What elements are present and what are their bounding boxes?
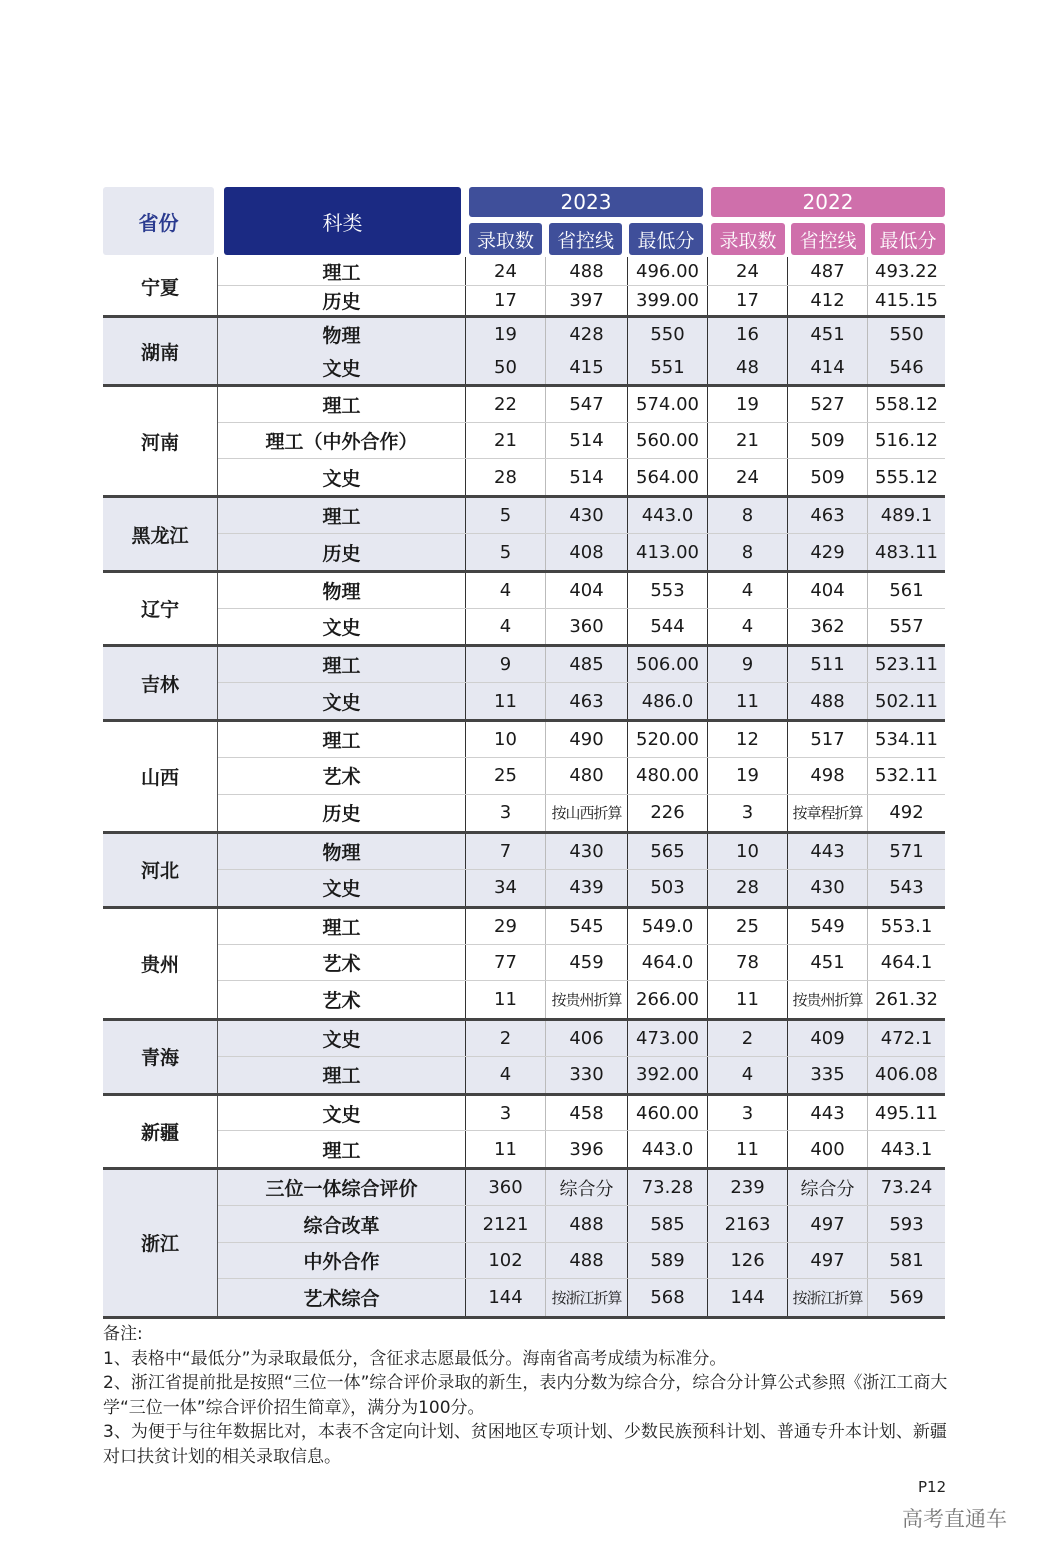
control-line-2023-cell: 397 bbox=[546, 286, 628, 315]
province-group bbox=[103, 722, 945, 834]
admitted-2022-cell: 16 bbox=[708, 318, 788, 351]
admitted-2023-cell: 29 bbox=[466, 909, 546, 944]
province-name: 贵州 bbox=[103, 909, 218, 1018]
table-row bbox=[218, 387, 945, 423]
admitted-2022-cell: 3 bbox=[708, 1096, 788, 1131]
control-line-2023-cell: 459 bbox=[546, 945, 628, 980]
control-line-2022-cell: 362 bbox=[788, 609, 868, 645]
category-cell: 理工 bbox=[218, 257, 466, 285]
min-score-2023-cell: 503 bbox=[628, 870, 708, 906]
control-line-2022-cell: 451 bbox=[788, 318, 868, 351]
province-group bbox=[103, 1170, 945, 1319]
admitted-2023-cell: 2 bbox=[466, 1021, 546, 1056]
table-row bbox=[218, 459, 945, 495]
admitted-2022-cell: 8 bbox=[708, 498, 788, 533]
control-line-2022-cell: 443 bbox=[788, 834, 868, 869]
notes bbox=[103, 1322, 948, 1469]
note-2: 2、浙江省提前批是按照“三位一体”综合评价录取的新生，表内分数为综合分，综合分计算公式参照《浙江工商大学“三位一体”综合评价招生简章》，满分为100分。 bbox=[103, 1373, 948, 1418]
control-line-2022-cell: 511 bbox=[788, 647, 868, 682]
control-line-2023-cell: 408 bbox=[546, 534, 628, 570]
table-row bbox=[218, 534, 945, 570]
control-line-2022-cell: 按章程折算 bbox=[788, 795, 868, 831]
admitted-2023-cell: 11 bbox=[466, 1131, 546, 1167]
admitted-2022-cell: 144 bbox=[708, 1279, 788, 1316]
category-cell: 文史 bbox=[218, 870, 466, 906]
min-score-2022-cell: 557 bbox=[889, 615, 924, 637]
min-score-2022-cell: 261.32 bbox=[875, 989, 938, 1011]
min-score-2023-cell: 392.00 bbox=[628, 1057, 708, 1093]
control-line-2023-cell: 458 bbox=[546, 1096, 628, 1131]
min-score-2022-cell: 415.15 bbox=[875, 290, 938, 311]
admitted-2023-cell: 17 bbox=[466, 286, 546, 315]
min-score-2022-cell: 532.11 bbox=[875, 765, 938, 787]
admitted-2023-cell: 25 bbox=[466, 758, 546, 793]
category-cell: 艺术 bbox=[218, 945, 466, 980]
min-score-2023-cell: 464.0 bbox=[628, 945, 708, 980]
category-cell: 理工 bbox=[218, 909, 466, 944]
control-line-2022-cell: 527 bbox=[788, 387, 868, 422]
category-cell: 理工（中外合作） bbox=[218, 423, 466, 458]
min-score-2022-cell: 489.1 bbox=[880, 505, 933, 526]
province-name: 湖南 bbox=[103, 318, 218, 384]
min-score-2023-cell: 443.0 bbox=[628, 1131, 708, 1167]
control-line-2022-cell: 414 bbox=[788, 351, 868, 384]
min-score-2022-cell: 492 bbox=[889, 802, 924, 824]
min-score-2023-cell: 549.0 bbox=[628, 909, 708, 944]
admitted-2022-cell: 24 bbox=[708, 257, 788, 285]
table-row bbox=[218, 573, 945, 609]
min-score-2022-cell: 516.12 bbox=[875, 430, 938, 451]
control-line-2022-cell: 412 bbox=[788, 286, 868, 315]
table-row bbox=[218, 318, 945, 351]
admitted-2022-cell: 17 bbox=[708, 286, 788, 315]
category-cell: 物理 bbox=[218, 573, 466, 608]
control-line-2022-cell: 509 bbox=[788, 423, 868, 458]
province-group bbox=[103, 498, 945, 573]
control-line-2022-cell: 463 bbox=[788, 498, 868, 533]
header-category: 科类 bbox=[224, 187, 461, 255]
min-score-2022-cell: 493.22 bbox=[875, 260, 938, 282]
admitted-2022-cell: 19 bbox=[708, 387, 788, 422]
control-line-2022-cell: 综合分 bbox=[788, 1170, 868, 1206]
category-cell: 历史 bbox=[218, 534, 466, 570]
admitted-2023-cell: 3 bbox=[466, 1096, 546, 1131]
table-row bbox=[218, 1057, 945, 1093]
min-score-2022-cell: 553.1 bbox=[880, 916, 933, 938]
province-group bbox=[103, 573, 945, 647]
control-line-2023-cell: 415 bbox=[546, 351, 628, 384]
province-name: 宁夏 bbox=[103, 257, 218, 315]
category-cell: 物理 bbox=[218, 834, 466, 869]
admitted-2023-cell: 11 bbox=[466, 981, 546, 1017]
control-line-2023-cell: 按浙江折算 bbox=[546, 1279, 628, 1316]
admitted-2022-cell: 19 bbox=[708, 758, 788, 793]
min-score-2023-cell: 551 bbox=[628, 351, 708, 384]
min-score-2023-cell: 585 bbox=[628, 1206, 708, 1242]
category-cell: 中外合作 bbox=[218, 1243, 466, 1279]
admitted-2023-cell: 5 bbox=[466, 534, 546, 570]
table-row bbox=[218, 1131, 945, 1167]
control-line-2022-cell: 549 bbox=[788, 909, 868, 944]
note-3: 3、为便于与往年数据比对，本表不含定向计划、贫困地区专项计划、少数民族预科计划、普通专升本计划、新疆对口扶贫计划的相关录取信息。 bbox=[103, 1422, 947, 1467]
admitted-2022-cell: 4 bbox=[708, 573, 788, 608]
header-year-2023: 2023 bbox=[469, 187, 703, 217]
min-score-2023-cell: 480.00 bbox=[628, 758, 708, 793]
control-line-2022-cell: 335 bbox=[788, 1057, 868, 1093]
admitted-2023-cell: 144 bbox=[466, 1279, 546, 1316]
min-score-2022-cell: 581 bbox=[889, 1250, 924, 1272]
admitted-2022-cell: 11 bbox=[708, 683, 788, 719]
admitted-2022-cell: 3 bbox=[708, 795, 788, 831]
category-cell: 三位一体综合评价 bbox=[218, 1170, 466, 1206]
province-name: 山西 bbox=[103, 722, 218, 831]
min-score-2023-cell: 544 bbox=[628, 609, 708, 645]
table-row bbox=[218, 795, 945, 831]
province-name: 青海 bbox=[103, 1021, 218, 1093]
admitted-2022-cell: 4 bbox=[708, 609, 788, 645]
province-name: 河南 bbox=[103, 387, 218, 495]
control-line-2022-cell: 509 bbox=[788, 459, 868, 495]
header-province: 省份 bbox=[103, 187, 214, 255]
table-row bbox=[218, 351, 945, 384]
admitted-2023-cell: 360 bbox=[466, 1170, 546, 1206]
header-2023-control-line: 省控线 bbox=[549, 223, 622, 255]
admitted-2023-cell: 10 bbox=[466, 722, 546, 757]
category-cell: 理工 bbox=[218, 387, 466, 422]
min-score-2023-cell: 560.00 bbox=[628, 423, 708, 458]
admitted-2022-cell: 11 bbox=[708, 1131, 788, 1167]
min-score-2023-cell: 266.00 bbox=[628, 981, 708, 1017]
min-score-2022-cell: 593 bbox=[889, 1213, 924, 1235]
page-number: P12 bbox=[918, 1478, 947, 1496]
category-cell: 历史 bbox=[218, 286, 466, 315]
control-line-2022-cell: 按贵州折算 bbox=[788, 981, 868, 1017]
control-line-2022-cell: 400 bbox=[788, 1131, 868, 1167]
table-row bbox=[218, 257, 945, 286]
note-1: 1、表格中“最低分”为录取最低分，含征求志愿最低分。海南省高考成绩为标准分。 bbox=[103, 1348, 727, 1369]
control-line-2022-cell: 497 bbox=[788, 1206, 868, 1242]
header-2022-min-score: 最低分 bbox=[871, 223, 945, 255]
min-score-2022-cell: 523.11 bbox=[875, 654, 938, 675]
admitted-2022-cell: 4 bbox=[708, 1057, 788, 1093]
control-line-2023-cell: 430 bbox=[546, 498, 628, 533]
province-group bbox=[103, 1096, 945, 1170]
admitted-2023-cell: 34 bbox=[466, 870, 546, 906]
table-row bbox=[218, 909, 945, 945]
min-score-2022-cell: 495.11 bbox=[875, 1102, 938, 1124]
admitted-2023-cell: 2121 bbox=[466, 1206, 546, 1242]
admitted-2023-cell: 4 bbox=[466, 573, 546, 608]
admission-table bbox=[103, 257, 945, 1319]
category-cell: 理工 bbox=[218, 498, 466, 533]
category-cell: 理工 bbox=[218, 1057, 466, 1093]
admitted-2022-cell: 126 bbox=[708, 1243, 788, 1279]
admitted-2023-cell: 7 bbox=[466, 834, 546, 869]
admitted-2023-cell: 50 bbox=[466, 351, 546, 384]
min-score-2022-cell: 543 bbox=[889, 877, 924, 899]
category-cell: 文史 bbox=[218, 609, 466, 645]
admitted-2023-cell: 21 bbox=[466, 423, 546, 458]
table-row bbox=[218, 722, 945, 758]
province-name: 新疆 bbox=[103, 1096, 218, 1167]
control-line-2023-cell: 404 bbox=[546, 573, 628, 608]
control-line-2022-cell: 451 bbox=[788, 945, 868, 980]
table-row bbox=[218, 1243, 945, 1280]
admitted-2022-cell: 48 bbox=[708, 351, 788, 384]
table-row bbox=[218, 1096, 945, 1132]
table-row bbox=[218, 423, 945, 459]
min-score-2023-cell: 73.28 bbox=[628, 1170, 708, 1206]
table-row bbox=[218, 647, 945, 683]
category-cell: 文史 bbox=[218, 1021, 466, 1056]
admitted-2023-cell: 102 bbox=[466, 1243, 546, 1279]
category-cell: 综合改革 bbox=[218, 1206, 466, 1242]
admitted-2023-cell: 28 bbox=[466, 459, 546, 495]
min-score-2022-cell: 443.1 bbox=[880, 1138, 933, 1160]
admitted-2023-cell: 5 bbox=[466, 498, 546, 533]
admitted-2022-cell: 9 bbox=[708, 647, 788, 682]
table-row bbox=[218, 945, 945, 981]
min-score-2023-cell: 565 bbox=[628, 834, 708, 869]
min-score-2022-cell: 472.1 bbox=[880, 1027, 933, 1049]
admitted-2022-cell: 78 bbox=[708, 945, 788, 980]
min-score-2023-cell: 460.00 bbox=[628, 1096, 708, 1131]
province-group bbox=[103, 647, 945, 722]
table-row bbox=[218, 286, 945, 315]
control-line-2023-cell: 514 bbox=[546, 423, 628, 458]
min-score-2022-cell: 406.08 bbox=[875, 1064, 938, 1086]
control-line-2023-cell: 488 bbox=[546, 257, 628, 285]
category-cell: 理工 bbox=[218, 647, 466, 682]
table-row bbox=[218, 870, 945, 906]
header-2022-control-line: 省控线 bbox=[791, 223, 865, 255]
header-2022-admitted: 录取数 bbox=[711, 223, 785, 255]
control-line-2023-cell: 396 bbox=[546, 1131, 628, 1167]
control-line-2023-cell: 514 bbox=[546, 459, 628, 495]
control-line-2022-cell: 498 bbox=[788, 758, 868, 793]
control-line-2023-cell: 547 bbox=[546, 387, 628, 422]
admitted-2023-cell: 77 bbox=[466, 945, 546, 980]
min-score-2022-cell: 502.11 bbox=[875, 690, 938, 712]
admitted-2023-cell: 24 bbox=[466, 257, 546, 285]
category-cell: 历史 bbox=[218, 795, 466, 831]
table-row bbox=[218, 1170, 945, 1207]
province-name: 浙江 bbox=[103, 1170, 218, 1316]
admitted-2022-cell: 11 bbox=[708, 981, 788, 1017]
min-score-2023-cell: 553 bbox=[628, 573, 708, 608]
admitted-2022-cell: 24 bbox=[708, 459, 788, 495]
min-score-2022-cell: 571 bbox=[889, 840, 924, 862]
min-score-2023-cell: 413.00 bbox=[628, 534, 708, 570]
category-cell: 艺术综合 bbox=[218, 1279, 466, 1316]
admitted-2022-cell: 2 bbox=[708, 1021, 788, 1056]
min-score-2023-cell: 550 bbox=[628, 318, 708, 351]
category-cell: 物理 bbox=[218, 318, 466, 351]
category-cell: 文史 bbox=[218, 351, 466, 384]
control-line-2022-cell: 404 bbox=[788, 573, 868, 608]
control-line-2023-cell: 430 bbox=[546, 834, 628, 869]
table-row bbox=[218, 498, 945, 534]
admitted-2022-cell: 12 bbox=[708, 722, 788, 757]
admitted-2023-cell: 11 bbox=[466, 683, 546, 719]
control-line-2023-cell: 综合分 bbox=[546, 1170, 628, 1206]
admitted-2022-cell: 2163 bbox=[708, 1206, 788, 1242]
min-score-2023-cell: 486.0 bbox=[628, 683, 708, 719]
table-row bbox=[218, 1279, 945, 1316]
control-line-2023-cell: 488 bbox=[546, 1243, 628, 1279]
min-score-2022-cell: 546 bbox=[889, 357, 924, 378]
table-row bbox=[218, 609, 945, 645]
province-name: 河北 bbox=[103, 834, 218, 906]
min-score-2023-cell: 496.00 bbox=[628, 257, 708, 285]
category-cell: 文史 bbox=[218, 459, 466, 495]
notes-title: 备注: bbox=[103, 1324, 143, 1344]
control-line-2022-cell: 409 bbox=[788, 1021, 868, 1056]
min-score-2023-cell: 399.00 bbox=[628, 286, 708, 315]
table-row bbox=[218, 758, 945, 794]
admitted-2023-cell: 9 bbox=[466, 647, 546, 682]
control-line-2023-cell: 439 bbox=[546, 870, 628, 906]
control-line-2023-cell: 488 bbox=[546, 1206, 628, 1242]
category-cell: 文史 bbox=[218, 683, 466, 719]
category-cell: 理工 bbox=[218, 1131, 466, 1167]
admitted-2022-cell: 239 bbox=[708, 1170, 788, 1206]
control-line-2022-cell: 517 bbox=[788, 722, 868, 757]
min-score-2022-cell: 550 bbox=[889, 324, 924, 345]
table-row bbox=[218, 834, 945, 870]
province-group bbox=[103, 257, 945, 318]
table-row bbox=[218, 981, 945, 1017]
control-line-2023-cell: 330 bbox=[546, 1057, 628, 1093]
category-cell: 艺术 bbox=[218, 981, 466, 1017]
header-2023-min-score: 最低分 bbox=[629, 223, 703, 255]
admitted-2022-cell: 21 bbox=[708, 423, 788, 458]
control-line-2023-cell: 428 bbox=[546, 318, 628, 351]
min-score-2023-cell: 443.0 bbox=[628, 498, 708, 533]
control-line-2023-cell: 360 bbox=[546, 609, 628, 645]
control-line-2023-cell: 485 bbox=[546, 647, 628, 682]
min-score-2022-cell: 73.24 bbox=[880, 1177, 933, 1199]
min-score-2023-cell: 574.00 bbox=[628, 387, 708, 422]
control-line-2023-cell: 545 bbox=[546, 909, 628, 944]
header-2023-admitted: 录取数 bbox=[469, 223, 542, 255]
min-score-2023-cell: 520.00 bbox=[628, 722, 708, 757]
min-score-2022-cell: 558.12 bbox=[875, 394, 938, 415]
table-row bbox=[218, 1206, 945, 1243]
control-line-2023-cell: 406 bbox=[546, 1021, 628, 1056]
province-group bbox=[103, 909, 945, 1021]
control-line-2023-cell: 463 bbox=[546, 683, 628, 719]
min-score-2022-cell: 569 bbox=[889, 1287, 924, 1309]
admitted-2023-cell: 4 bbox=[466, 609, 546, 645]
control-line-2023-cell: 按山西折算 bbox=[546, 795, 628, 831]
control-line-2022-cell: 488 bbox=[788, 683, 868, 719]
control-line-2022-cell: 497 bbox=[788, 1243, 868, 1279]
control-line-2022-cell: 430 bbox=[788, 870, 868, 906]
admitted-2023-cell: 22 bbox=[466, 387, 546, 422]
province-name: 辽宁 bbox=[103, 573, 218, 644]
category-cell: 理工 bbox=[218, 722, 466, 757]
min-score-2022-cell: 555.12 bbox=[875, 466, 938, 488]
category-cell: 文史 bbox=[218, 1096, 466, 1131]
min-score-2022-cell: 464.1 bbox=[880, 952, 933, 974]
control-line-2023-cell: 480 bbox=[546, 758, 628, 793]
province-group bbox=[103, 1021, 945, 1096]
control-line-2022-cell: 429 bbox=[788, 534, 868, 570]
province-group bbox=[103, 387, 945, 498]
admitted-2023-cell: 4 bbox=[466, 1057, 546, 1093]
min-score-2023-cell: 506.00 bbox=[628, 647, 708, 682]
admitted-2022-cell: 10 bbox=[708, 834, 788, 869]
control-line-2023-cell: 按贵州折算 bbox=[546, 981, 628, 1017]
header-year-2022: 2022 bbox=[711, 187, 945, 217]
control-line-2022-cell: 443 bbox=[788, 1096, 868, 1131]
admitted-2023-cell: 3 bbox=[466, 795, 546, 831]
province-name: 黑龙江 bbox=[103, 498, 218, 570]
control-line-2022-cell: 487 bbox=[788, 257, 868, 285]
table-row bbox=[218, 683, 945, 719]
admitted-2022-cell: 28 bbox=[708, 870, 788, 906]
control-line-2023-cell: 490 bbox=[546, 722, 628, 757]
category-cell: 艺术 bbox=[218, 758, 466, 793]
province-group bbox=[103, 834, 945, 909]
admitted-2023-cell: 19 bbox=[466, 318, 546, 351]
admitted-2022-cell: 25 bbox=[708, 909, 788, 944]
min-score-2022-cell: 534.11 bbox=[875, 729, 938, 751]
min-score-2023-cell: 226 bbox=[628, 795, 708, 831]
min-score-2022-cell: 483.11 bbox=[875, 541, 938, 563]
min-score-2023-cell: 473.00 bbox=[628, 1021, 708, 1056]
admitted-2022-cell: 8 bbox=[708, 534, 788, 570]
min-score-2023-cell: 564.00 bbox=[628, 459, 708, 495]
province-name: 吉林 bbox=[103, 647, 218, 719]
control-line-2022-cell: 按浙江折算 bbox=[788, 1279, 868, 1316]
province-group bbox=[103, 318, 945, 387]
min-score-2022-cell: 561 bbox=[889, 579, 924, 601]
min-score-2023-cell: 568 bbox=[628, 1279, 708, 1316]
min-score-2023-cell: 589 bbox=[628, 1243, 708, 1279]
watermark: 高考直通车 bbox=[902, 1507, 1007, 1531]
table-row bbox=[218, 1021, 945, 1057]
